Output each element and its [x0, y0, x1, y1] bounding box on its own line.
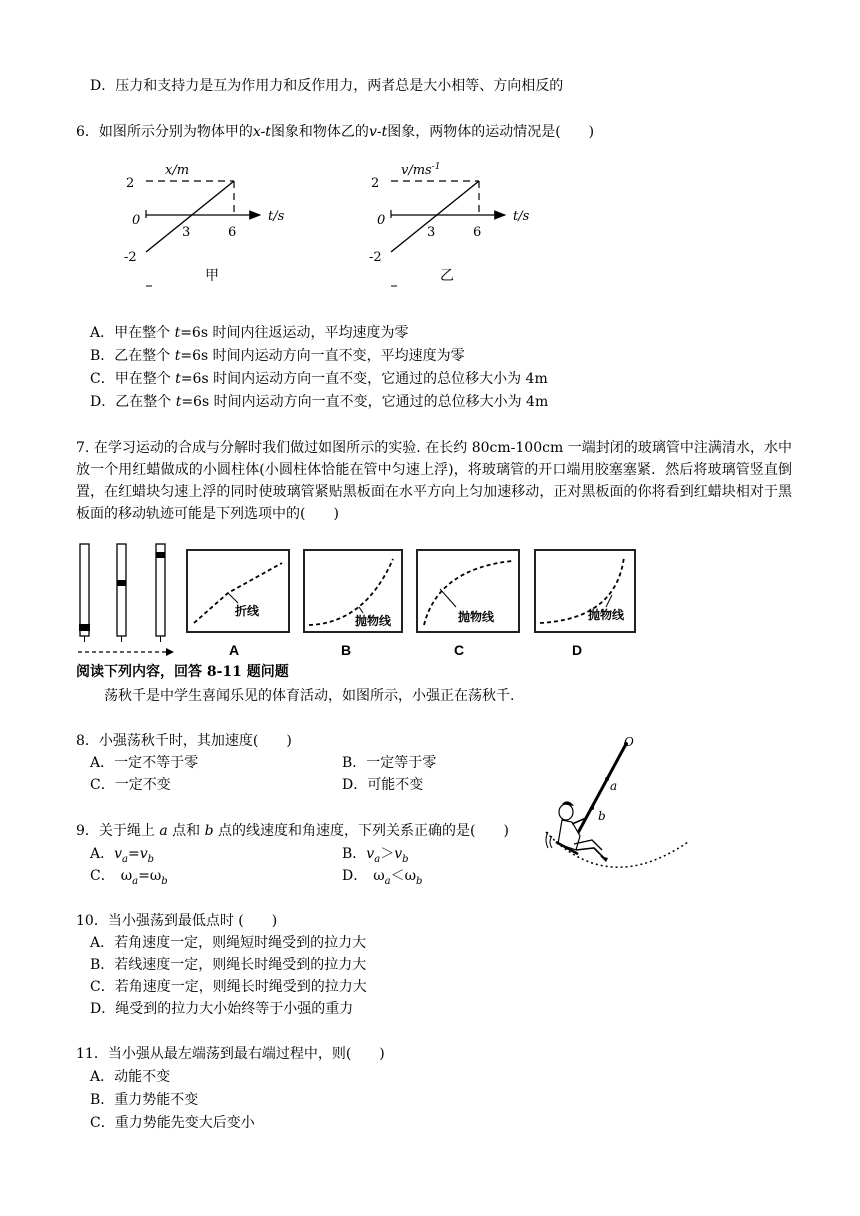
q10-option-d: D．绳受到的拉力大小始终等于小强的重力 [90, 1001, 354, 1017]
graph-jia-xlabel: t/s [268, 209, 285, 224]
q8-option-a: A．一定不等于零 [90, 755, 199, 771]
graph-yi-y-top: 2 [371, 176, 380, 191]
reading-text: 荡秋千是中学生喜闻乐见的体育活动，如图所示，小强正在荡秋千. [104, 688, 515, 704]
q8-option-c: C．一定不变 [90, 777, 171, 793]
q11-option-b: B．重力势能不变 [90, 1092, 199, 1108]
reading-heading: 阅读下列内容，回答 8-11 题问题 [76, 664, 289, 680]
tube-2-wax [117, 580, 126, 586]
graph-yi-line [391, 181, 482, 252]
q7-panel-a-note: 折线 [235, 604, 260, 618]
graph-yi [355, 150, 555, 300]
graph-jia-caption: 甲 [205, 268, 219, 284]
q11-option-c: C．重力势能先变大后变小 [90, 1115, 255, 1131]
q7-panel-c-note: 抛物线 [458, 610, 495, 624]
q6-option-d: D．乙在整个 t=6s 时间内运动方向一直不变，它通过的总位移大小为 4m [90, 394, 549, 410]
q6-stem-part: 图象，两物体的运动情况是( ) [387, 124, 595, 140]
point-a [605, 777, 609, 781]
graph-jia-x-mid: 3 [182, 225, 191, 240]
graph-yi-ylabel: $v/ms^{-1}$ [401, 162, 441, 178]
q8-stem: 8．小强荡秋千时，其加速度( ) [76, 733, 292, 749]
q6-vt-term: v-t [368, 124, 388, 140]
q10-option-a: A．若角速度一定，则绳短时绳受到的拉力大 [90, 935, 367, 951]
q9-option-d: D． $\omega_a<\omega_b$ [342, 868, 423, 887]
label-o: O [624, 735, 634, 749]
tube-1 [80, 544, 89, 636]
graph-yi-y-bottom: -2 [369, 250, 382, 265]
q7-panel-c-graph [418, 551, 518, 631]
label-b: b [598, 809, 606, 823]
q7-stem: 7. 在学习运动的合成与分解时我们做过如图所示的实验. 在长约 80cm-100cm 一端封闭的玻璃管中注满清水，水中放一个用红蜡做成的小圆柱体(小圆柱体恰能在管中匀速上浮)，将玻璃管的开口端用胶塞塞紧．然后将玻璃管竖直倒置，在红蜡块匀速上浮的同时使玻璃管紧贴黑板面在水平方向上匀加速移动，正对黑板面的你将看到红蜡块相对于黑板面的移动轨迹可能是下列选项中的( ) [76, 440, 792, 522]
graph-jia-x-end: 6 [228, 225, 237, 240]
q6-xt-term: x-t [252, 124, 271, 140]
label-a: a [610, 779, 618, 793]
q9-option-c: C． $\omega_a=\omega_b$ [90, 868, 168, 887]
q7-panel-b [303, 549, 403, 633]
q7-panel-c [416, 549, 520, 633]
swing-figure [538, 732, 698, 882]
graph-jia [110, 150, 310, 300]
graph-jia-origin: 0 [132, 213, 141, 228]
graph-jia-y-bottom: -2 [124, 250, 137, 265]
q7-panel-b-letter: B [341, 642, 352, 658]
q6-stem [76, 122, 594, 142]
graph-jia-y-top: 2 [126, 176, 135, 191]
q7-panel-a [186, 549, 290, 633]
q7-panel-d [534, 549, 636, 633]
tube-2 [117, 544, 126, 636]
q7-panel-d-letter: D [572, 642, 583, 658]
q7-panel-b-graph [305, 551, 401, 631]
graph-yi-origin: 0 [377, 213, 386, 228]
tube-3-wax [156, 552, 165, 558]
q7-panel-a-graph [188, 551, 288, 631]
q7-panel-c-letter: C [454, 642, 465, 658]
q8-option-d: D．可能不变 [342, 777, 424, 793]
graph-jia-line [146, 181, 237, 252]
graph-yi-x-mid: 3 [427, 225, 436, 240]
q6-stem-part: 图象和物体乙的 [270, 124, 369, 140]
q9-stem: 9．关于绳上 a 点和 b 点的线速度和角速度，下列关系正确的是( ) [76, 823, 509, 839]
q7-panel-d-graph [536, 551, 634, 631]
tube-1-cork [79, 624, 90, 631]
q6-option-c: C．甲在整个 t=6s 时间内运动方向一直不变，它通过的总位移大小为 4m [90, 371, 548, 387]
graph-yi-xlabel: t/s [513, 209, 530, 224]
q11-stem: 11．当小强从最左端荡到最右端过程中，则( ) [76, 1046, 385, 1062]
graph-yi-x-end: 6 [473, 225, 482, 240]
graph-jia-ylabel: x/m [165, 163, 190, 178]
q9-option-b: B．$v_a>v_b$ [342, 846, 409, 865]
q6-option-b: B．乙在整个 t=6s 时间内运动方向一直不变，平均速度为零 [90, 348, 465, 364]
q8-option-b: B．一定等于零 [342, 755, 437, 771]
graph-yi-caption: 乙 [440, 268, 454, 284]
q11-option-a: A．动能不变 [90, 1069, 171, 1085]
q6-option-a: A．甲在整个 t=6s 时间内往返运动，平均速度为零 [90, 325, 409, 341]
q7-panel-d-note: 抛物线 [588, 608, 625, 622]
point-b [590, 806, 594, 810]
q5-option-d: D．压力和支持力是互为作用力和反作用力，两者总是大小相等、方向相反的 [90, 78, 564, 94]
q9-option-a: A．$v_a=v_b$ [90, 846, 155, 865]
q7-panel-b-note: 抛物线 [355, 614, 392, 628]
q10-option-c: C．若角速度一定，则绳长时绳受到的拉力大 [90, 979, 367, 995]
q10-option-b: B．若线速度一定，则绳长时绳受到的拉力大 [90, 957, 367, 973]
q7-panel-a-letter: A [229, 642, 240, 658]
q10-stem: 10．当小强荡到最低点时 ( ) [76, 913, 278, 929]
swing-rope [572, 744, 626, 844]
q6-stem-part: 6．如图所示分别为物体甲的 [76, 124, 253, 140]
